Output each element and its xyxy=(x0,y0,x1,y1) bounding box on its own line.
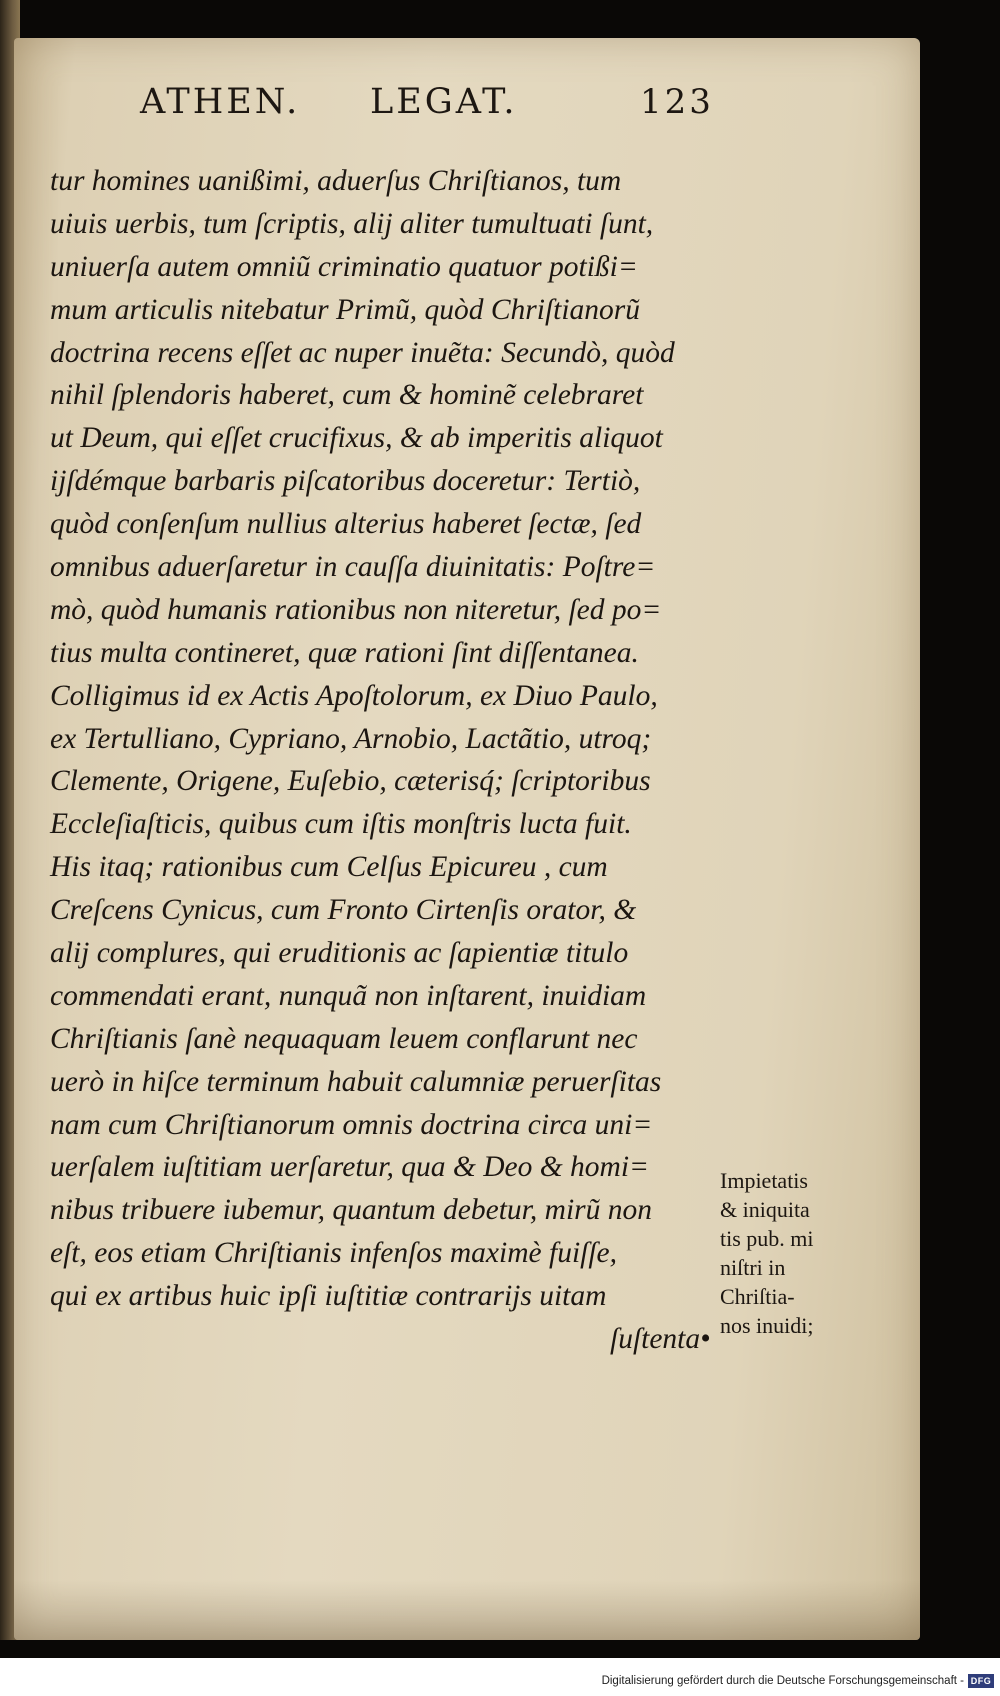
text-line: nihil ſplendoris haberet, cum & hominẽ celebraret xyxy=(50,379,644,412)
text-line: doctrina recens eſſet ac nuper inuẽta: Secundò, quòd xyxy=(50,336,675,369)
text-line: Chriſtianis ſanè nequaquam leuem conflarunt nec xyxy=(50,1022,638,1055)
text-line: commendati erant, nunquã non inſtarent, inuidiam xyxy=(50,979,647,1012)
text-line: mum articulis nitebatur Primũ, quòd Chriſtianorũ xyxy=(50,293,641,326)
marginal-note xyxy=(720,1166,890,1340)
running-head xyxy=(140,82,714,132)
text-line: quòd conſenſum nullius alterius haberet ſectæ, ſed xyxy=(50,508,642,541)
text-line: qui ex artibus huic ipſi iuſtitiæ contrarijs uitam xyxy=(50,1280,607,1313)
text-line: His itaq; rationibus cum Celſus Epicureu , cum xyxy=(50,851,608,884)
footer-credit: Digitalisierung gefördert durch die Deutsche Forschungsgemeinschaft - xyxy=(601,1675,964,1687)
text-line: tur homines uanißimi, aduerſus Chriſtianos, tum xyxy=(50,165,622,197)
text-line: uiuis uerbis, tum ſcriptis, alij aliter tumultuati ſunt, xyxy=(50,207,654,240)
scan-border xyxy=(0,1640,1000,1658)
text-line: nibus tribuere iubemur, quantum debetur, mirũ non xyxy=(50,1194,652,1227)
text-line: eſt, eos etiam Chriſtianis infenſos maximè fuiſſe, xyxy=(50,1237,617,1270)
margin-note-line: Impietatis xyxy=(720,1168,808,1193)
text-line: ex Tertulliano, Cypriano, Arnobio, Lactãtio, utroq; xyxy=(50,722,652,755)
text-line: tius multa contineret, quæ rationi ſint diſſentanea. xyxy=(50,636,639,669)
main-text-block xyxy=(50,160,711,1361)
text-line: Eccleſiaſticis, quibus cum iſtis monſtris lucta fuit. xyxy=(50,808,632,841)
text-line: ut Deum, qui eſſet crucifixus, & ab imperitis aliquot xyxy=(50,422,663,455)
text-line: Clemente, Origene, Euſebio, cæterisq́; ſcriptoribus xyxy=(50,765,651,798)
text-line: uerſalem iuſtitiam uerſaretur, qua & Deo & homi= xyxy=(50,1151,649,1184)
margin-note-line: tis pub. mi xyxy=(720,1226,814,1251)
margin-note-line: & iniquita xyxy=(720,1197,810,1222)
margin-note-line: niſtri in xyxy=(720,1255,786,1280)
margin-note-line: nos inuidi; xyxy=(720,1313,814,1338)
page-number: 123 xyxy=(640,82,714,122)
text-line: alij complures, qui eruditionis ac ſapientiæ titulo xyxy=(50,937,629,970)
text-line: omnibus aduerſaretur in cauſſa diuinitatis: Poſtre= xyxy=(50,551,656,584)
text-line: uerò in hiſce terminum habuit calumniæ peruerſitas xyxy=(50,1065,662,1098)
text-line: nam cum Chriſtianorum omnis doctrina circa uni= xyxy=(50,1108,653,1141)
dfg-logo-icon: DFG xyxy=(968,1674,994,1688)
running-head-left: ATHEN. xyxy=(140,82,301,122)
running-head-center: LEGAT. xyxy=(370,82,518,122)
text-line: mò, quòd humanis rationibus non niteretur, ſed po= xyxy=(50,593,662,626)
text-line: Creſcens Cynicus, cum Fronto Cirtenſis orator, & xyxy=(50,894,637,927)
digitization-footer xyxy=(0,1658,1000,1696)
text-line: uniuerſa autem omniũ criminatio quatuor potißi= xyxy=(50,250,638,283)
text-line: ijſdémque barbaris piſcatoribus doceretur: Tertiò, xyxy=(50,465,641,498)
text-line: Colligimus id ex Actis Apoſtolorum, ex Diuo Paulo, xyxy=(50,679,658,712)
catchword: ſuſtenta• xyxy=(610,1323,711,1356)
margin-note-line: Chriſtia- xyxy=(720,1284,795,1309)
